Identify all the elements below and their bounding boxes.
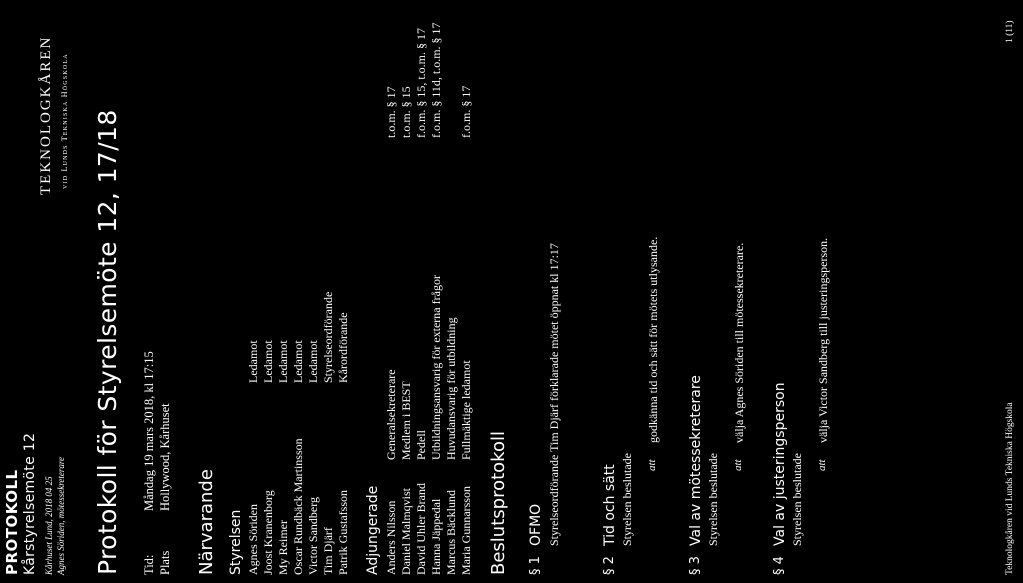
place-date: Kårhuset Lund, 2018 04 25 [44,476,54,575]
adjunct-role: Fullmäktige ledamot [459,360,473,460]
adjunct-role: Pedell [414,430,428,460]
page-number: 1 (11) [1005,20,1015,43]
adjunct-note: f.o.m. § 11d, t.o.m. § 17 [429,22,443,138]
board-role: Ledamot [261,340,275,383]
meta-label-place: Plats [158,550,172,575]
decision-att: att [816,459,828,471]
paragraph-text: Styrelseordförande Tim Djärf förklarade mötet öppnat kl 17:17 [547,243,561,546]
meta-label-time: Tid: [142,554,156,575]
paragraph-number: § 2 [602,556,617,575]
adjunct-note: f.o.m. § 17 [459,85,473,138]
board-role: Styrelseordförande [321,291,335,383]
decision-att: att [732,459,744,471]
paragraph-number: § 4 [772,556,787,575]
paragraph-number: § 1 [528,556,543,575]
adjunct-note: t.o.m. § 17 [384,86,398,138]
adjunct-name: Maria Gunnarsson [459,486,473,575]
board-role: Ledamot [306,340,320,383]
adjunct-role: Generalsekreterare [384,369,398,460]
paragraph-title: Tid och sätt [602,464,618,546]
org-logo-name: TEKNOLOGKÅREN [38,35,54,195]
adjunct-role: Medlem i BEST [399,381,413,460]
decision-text: välja Agnes Söriden till mötessekreterare. [732,242,746,443]
paragraph-title: OFMO [528,503,544,546]
adjunct-name: Hanna Jäppedal [429,498,443,575]
doc-type: PROTOKOLL [3,469,21,575]
decision-text: godkänna tid och sätt för mötets utlysande. [646,236,660,443]
meta-value-place: Hollywood, Kårhuset [158,403,172,511]
adjunct-note: f.o.m. § 15, t.o.m. § 17 [414,28,428,138]
decision-att: att [646,459,658,471]
board-name: Victor Sandberg [306,496,320,575]
adjunct-role: Utbildningsansvarig för externa frågor [429,275,443,460]
paragraph-text: Styrelsen beslutade [706,453,720,546]
org-logo-sub: vid Lunds Tekniska Högskola [60,53,69,189]
present-heading: Närvarande [196,469,217,575]
board-name: Oscar Rundbäck Martinsson [291,438,305,575]
paragraph-number: § 3 [688,556,703,575]
board-role: Ledamot [291,340,305,383]
adjunct-name: David Uhler Brand [414,483,428,575]
adjunct-note: t.o.m. § 15 [399,86,413,138]
adjunct-heading: Adjungerade [365,485,381,575]
page-title: Protokoll för Styrelsemöte 12, 17/18 [93,109,122,575]
board-name: Joost Kranenborg [261,490,275,575]
meta-value-time: Måndag 19 mars 2018, kl 17:15 [142,351,156,511]
adjunct-name: Anders Nilsson [384,500,398,575]
board-role: Kårordförande [336,312,350,383]
paragraph-title: Val av mötessekreterare [688,375,704,546]
board-heading: Styrelsen [228,509,244,575]
footer-org: Teknologkåren vid Lunds Tekniska Högskola [1005,402,1015,575]
board-name: My Reimer [276,520,290,575]
board-name: Tim Djärf [321,527,335,575]
adjunct-role: Huvudansvarig för utbildning [444,317,458,460]
board-role: Ledamot [276,340,290,383]
meeting-name: Kårstyrelsemöte 12 [22,432,38,575]
adjunct-name: Marcus Bäcklund [444,490,458,575]
adjunct-name: Daniel Malmqvist [399,488,413,575]
paragraph-text: Styrelsen beslutade [790,453,804,546]
paragraph-text: Styrelsen beslutade [620,453,634,546]
board-role: Ledamot [246,340,260,383]
decisions-heading: Beslutsprotokoll [488,431,509,575]
board-name: Patrik Gustafsson [336,490,350,575]
author: Agnes Söriden, mötessekreterare [56,456,66,575]
board-name: Agnes Söriden [246,504,260,575]
paragraph-title: Val av justeringsperson [772,382,788,546]
decision-text: välja Victor Sandberg till justeringsperson. [816,237,830,443]
